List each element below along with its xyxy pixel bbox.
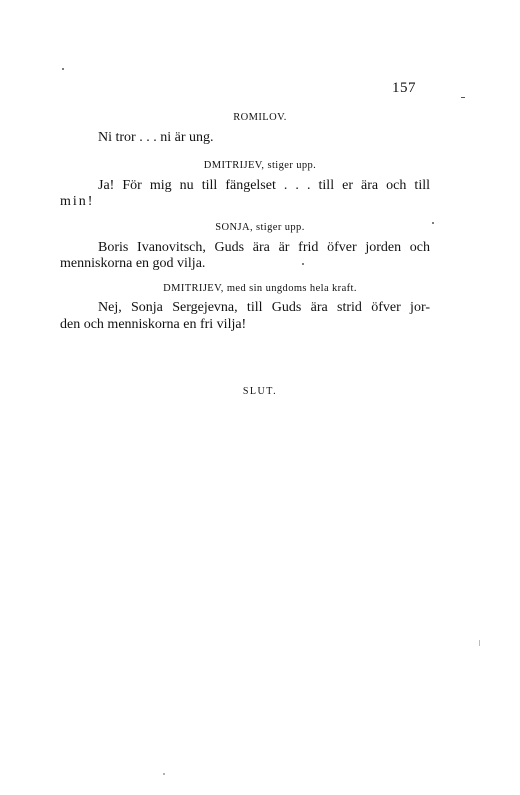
emphasized-word: min! (60, 194, 95, 209)
speaker-name: DMITRIJEV, (163, 283, 224, 294)
speaker-heading-dmitrijev-2 (0, 283, 520, 294)
scan-speck (461, 97, 465, 98)
end-mark: SLUT. (242, 386, 278, 397)
scan-speck (302, 263, 304, 265)
speaker-name: DMITRIJEV, (203, 160, 265, 171)
scan-speck (62, 68, 64, 70)
scan-speck (479, 640, 480, 646)
dialogue-line: Boris Ivanovitsch, Guds ära är frid öfver jorden och (98, 240, 430, 255)
dialogue-line: menniskorna en god vilja. (60, 256, 206, 271)
dialogue-line (60, 193, 430, 211)
stage-direction: med sin ungdoms hela kraft. (226, 283, 357, 294)
page-number: 157 (392, 80, 416, 96)
speaker-heading-romilov (0, 112, 520, 123)
speaker-name: ROMILOV. (233, 112, 287, 123)
dialogue-line: den och menniskorna en fri vilja! (60, 317, 247, 332)
stage-direction: stiger upp. (267, 160, 317, 171)
stage-direction: stiger upp. (256, 222, 305, 233)
speaker-name: SONJA, (215, 222, 253, 233)
scan-speck (163, 773, 165, 775)
speaker-heading-sonja (0, 222, 520, 233)
dialogue-line: Ja! För mig nu till fängelset . . . till er ära och till (98, 178, 430, 193)
dialogue-line: Ni tror . . . ni är ung. (98, 130, 214, 145)
dialogue-line: Nej, Sonja Sergejevna, till Guds ära strid öfver jor- (98, 300, 430, 315)
speaker-heading-dmitrijev-1 (0, 160, 520, 171)
scan-speck (432, 222, 434, 224)
